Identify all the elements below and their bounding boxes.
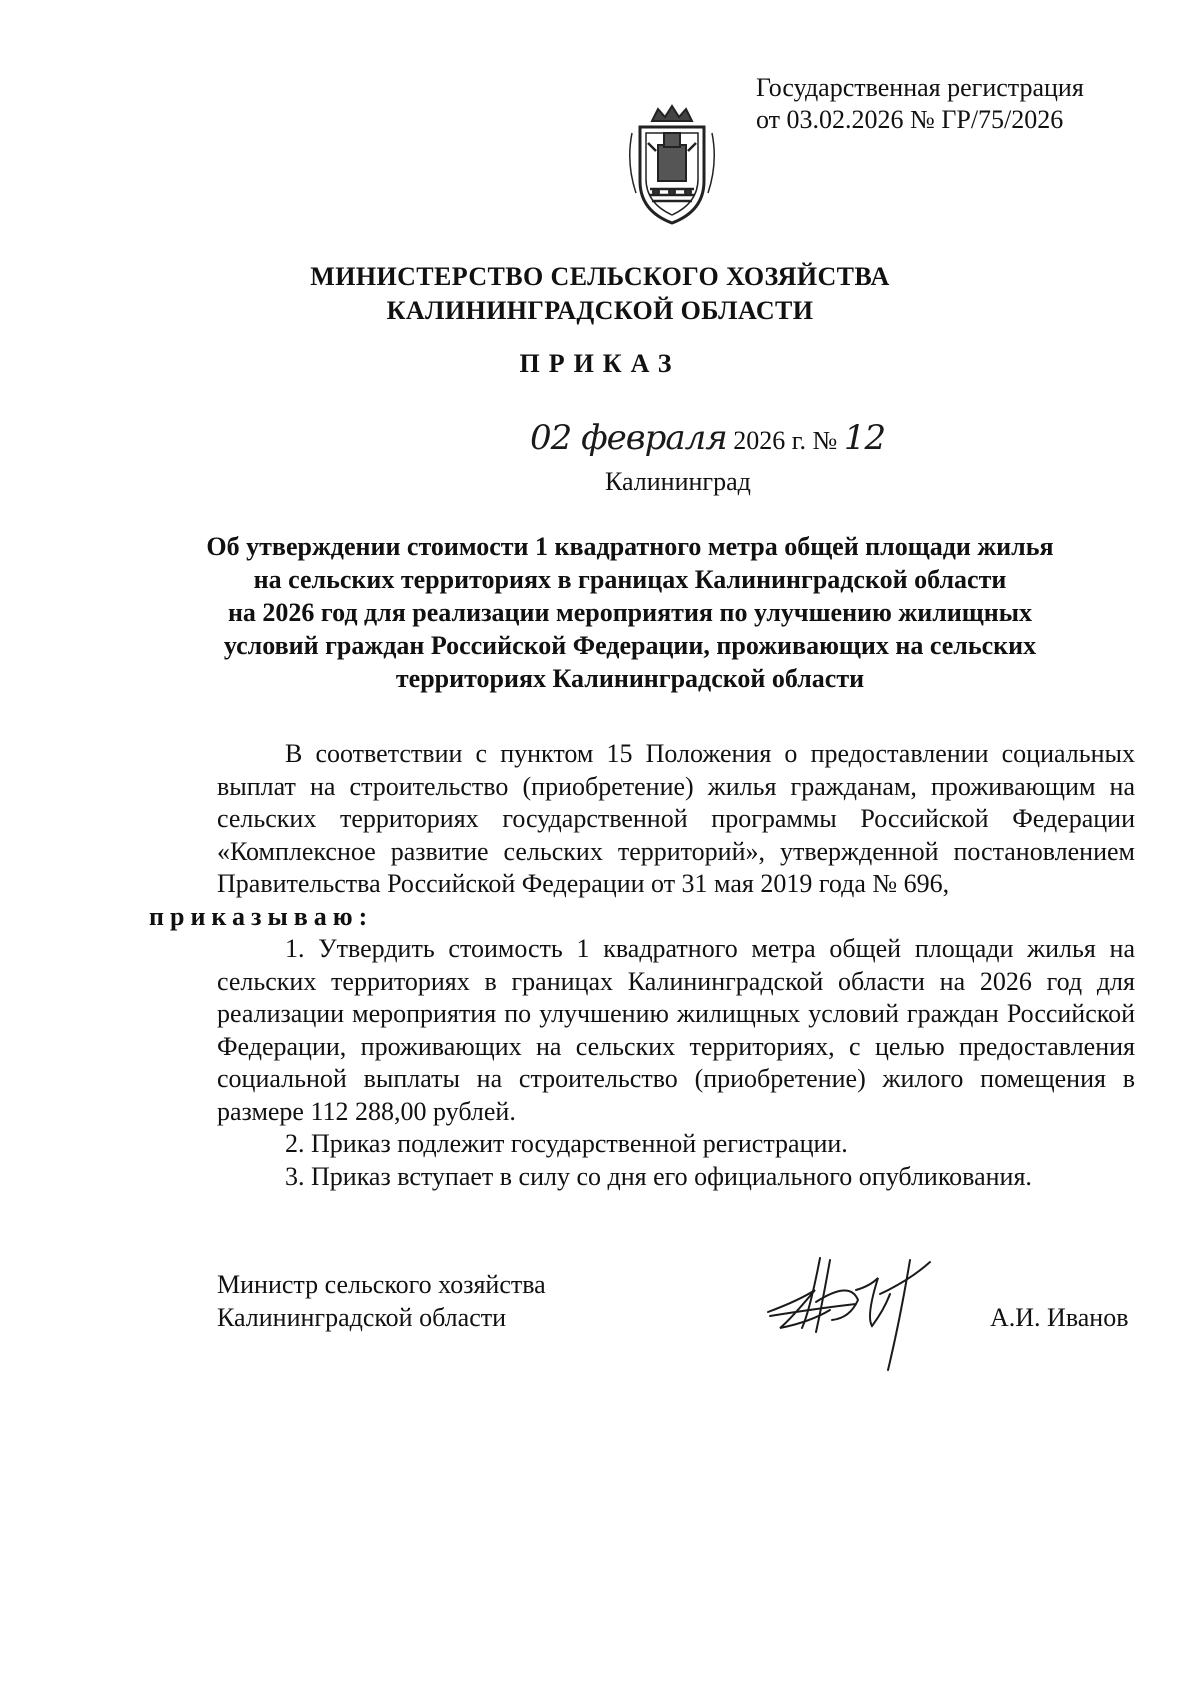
registration-line-2: от 03.02.2026 № ГР/75/2026: [756, 105, 1064, 134]
handwritten-signature-icon: [760, 1250, 950, 1375]
preamble-text: В соответствии с пунктом 15 Положения о предоставлении социальных выплат на строительство (приобретение) жилья гражданам, проживающим на сельских территориях государственной программы Российской Федерации «Комплексное развитие сельских территорий», утвержденной постановлением Правительства Российской Федерации от 31 мая 2019 года № 696,: [217, 739, 1135, 898]
subject-line-2: на сельских территориях в границах Калининградской области: [253, 565, 1007, 594]
order-item-2: 2. Приказ подлежит государственной регистрации.: [285, 1129, 848, 1158]
document-type: ПРИКАЗ: [519, 349, 681, 378]
subject-line-1: Об утверждении стоимости 1 квадратного метра общей площади жилья: [206, 532, 1054, 561]
document-body: [149, 738, 1135, 1193]
coat-of-arms-icon: [622, 103, 722, 228]
order-item-3: 3. Приказ вступает в силу со дня его официального опубликования.: [285, 1161, 1032, 1191]
ministry-header: [0, 260, 1200, 328]
order-item-1: 1. Утвердить стоимость 1 квадратного метра общей площади жилья на сельских территориях в границах Калининградской области на 2026 год для реализации мероприятия по улучшению жилищных условий граждан Российской Федерации, проживающих на сельских территориях, с целью предоставления социальной выплаты на строительство (приобретение) жилого помещения в размере 112 288,00 рублей.: [217, 934, 1135, 1126]
signer-title-line-2: Калининградской области: [217, 1303, 507, 1332]
document-subject: [150, 530, 1110, 695]
signer-title: [217, 1268, 546, 1334]
handwritten-date: 02 февраля: [530, 418, 727, 458]
date-year-text: 2026 г. №: [733, 426, 838, 455]
document-date-line: [530, 418, 886, 458]
handwritten-number: 12: [843, 418, 886, 458]
document-city: Калининград: [605, 467, 751, 496]
ministry-line-1: МИНИСТЕРСТВО СЕЛЬСКОГО ХОЗЯЙСТВА: [310, 262, 890, 291]
subject-line-3: на 2026 год для реализации мероприятия по улучшению жилищных: [227, 598, 1033, 627]
signer-name: А.И. Иванов: [990, 1303, 1129, 1332]
subject-line-4: условий граждан Российской Федерации, проживающих на сельских: [223, 631, 1037, 660]
subject-line-5: территориях Калининградской области: [395, 664, 865, 693]
order-word: приказываю:: [149, 901, 374, 931]
registration-stamp: [756, 72, 1084, 136]
signer-title-line-1: Министр сельского хозяйства: [217, 1270, 546, 1299]
ministry-line-2: КАЛИНИНГРАДСКОЙ ОБЛАСТИ: [386, 296, 814, 325]
registration-line-1: Государственная регистрация: [756, 73, 1084, 102]
preamble-paragraph: [149, 738, 1135, 933]
